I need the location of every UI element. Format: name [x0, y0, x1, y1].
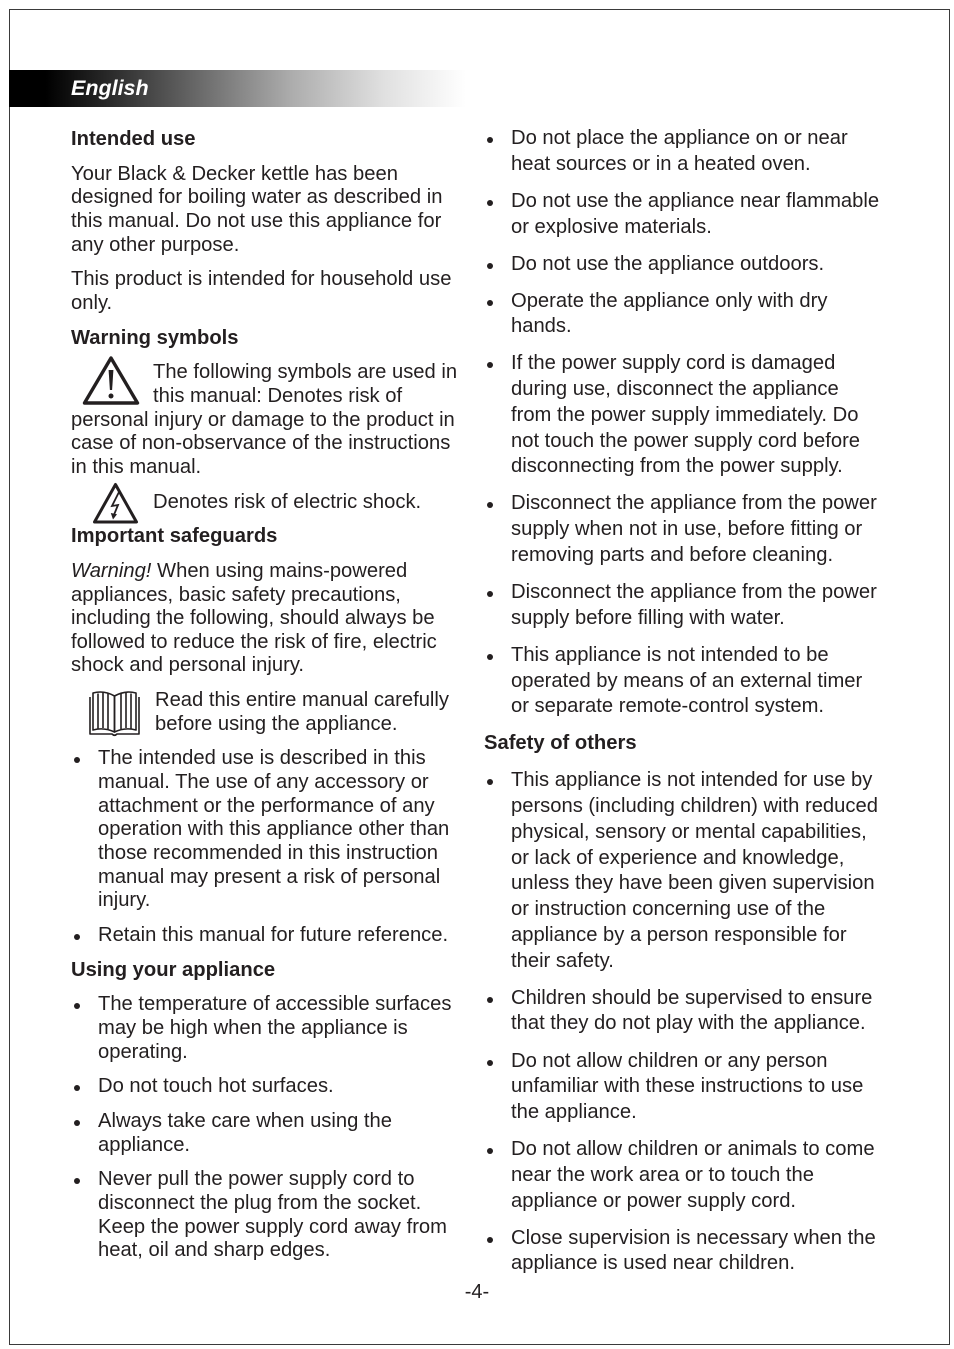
bullet-text: Operate the appliance only with dry hands.	[511, 289, 828, 338]
electric-shock-icon	[92, 482, 139, 525]
language-bar	[9, 70, 466, 107]
read-manual-row	[71, 689, 471, 736]
household-use-paragraph: This product is intended for household use only.	[71, 268, 452, 314]
electric-shock-text: Denotes risk of electric shock.	[153, 490, 422, 513]
bullet-icon	[487, 1148, 493, 1154]
bullet-item	[71, 1168, 471, 1263]
bullet-item	[71, 924, 471, 948]
language-label: English	[71, 76, 149, 100]
bullet-text: This appliance is not intended for use by persons (including children) with reduced physical, sensory or mental capabilities, or lack of experience and knowledge, unless they have been given supervision or instruction concerning use of the appliance by a person responsible for their safety.	[511, 769, 878, 972]
section-heading-intended-use: Intended use	[71, 128, 196, 150]
bullet-item	[71, 747, 471, 913]
section-heading-using-your-appliance: Using your appliance	[71, 958, 276, 981]
bullet-item	[484, 189, 904, 241]
bullet-icon	[487, 137, 493, 143]
bullet-text: Children should be supervised to ensure that they do not play with the appliance.	[511, 986, 873, 1035]
warning-triangle-icon	[82, 355, 140, 406]
page-number: -4-	[464, 1281, 490, 1303]
bullet-text: Do not use the appliance near flammable or explosive materials.	[511, 189, 880, 238]
warning-label: Warning!	[71, 559, 152, 582]
bullet-text: Never pull the power supply cord to disconnect the plug from the socket. Keep the power supply cord away from heat, oil and sharp edges.	[98, 1168, 447, 1262]
bullet-text: The intended use is described in this manual. The use of any accessory or attachment or the performance of any operation with this appliance other than those recommended in this instruction manual may present a risk of personal injury.	[98, 747, 450, 912]
left-column	[71, 128, 471, 1274]
bullet-item	[484, 643, 904, 720]
bullet-text: This appliance is not intended to be operated by means of an external timer or separate remote-control system.	[511, 643, 863, 718]
bullet-text: Do not allow children or animals to come near the work area or to touch the appliance or power supply cord.	[511, 1138, 875, 1212]
bullet-text: The temperature of accessible surfaces may be high when the appliance is operating.	[98, 993, 452, 1063]
bullet-icon	[487, 200, 493, 206]
bullet-icon	[487, 779, 493, 785]
bullet-icon	[74, 1085, 80, 1091]
bullet-text: Do not touch hot surfaces.	[98, 1075, 334, 1098]
bullet-item	[484, 768, 904, 974]
bullet-item	[484, 1226, 904, 1278]
bullet-icon	[487, 654, 493, 660]
bullet-text: Close supervision is necessary when the appliance is used near children.	[511, 1226, 876, 1275]
bullet-item	[71, 1075, 471, 1099]
bullet-item	[484, 1049, 904, 1126]
bullet-text: Disconnect the appliance from the power supply before filling with water.	[511, 581, 877, 629]
section-heading-important-safeguards: Important safeguards	[71, 525, 278, 548]
bullet-icon	[487, 362, 493, 368]
bullet-icon	[487, 263, 493, 269]
bullet-item	[484, 491, 904, 568]
bullet-item	[484, 1137, 904, 1214]
safeguards-warning-text: When using mains-powered appliances, basic safety precautions, including the following, should always be followed to reduce the risk of fire, electric shock and personal injury.	[71, 559, 437, 677]
bullet-item	[484, 351, 904, 480]
warning-symbol-row	[71, 361, 471, 479]
bullet-icon	[74, 757, 80, 763]
read-manual-text: Read this entire manual carefully before using the appliance.	[155, 689, 449, 735]
bullet-text: Always take care when using the appliance.	[98, 1109, 393, 1156]
bullet-item	[71, 993, 471, 1064]
bullet-item	[71, 1110, 471, 1157]
bullet-item	[484, 580, 904, 632]
intended-use-paragraph: Your Black & Decker kettle has been designed for boiling water as described in this manual. Do not use this appliance for any other purpose.	[71, 162, 443, 256]
bullet-icon	[74, 1120, 80, 1126]
bullet-text: Do not allow children or any person unfamiliar with these instructions to use the appliance.	[511, 1049, 864, 1124]
bullet-item	[484, 252, 904, 278]
bullet-icon	[74, 934, 80, 940]
bullet-icon	[74, 1178, 80, 1184]
electric-shock-row	[71, 491, 471, 515]
bullet-text: Retain this manual for future reference.	[98, 924, 449, 947]
safeguards-warning-paragraph	[71, 560, 471, 678]
bullet-icon	[487, 1237, 493, 1243]
book-icon	[88, 688, 141, 738]
bullet-item	[484, 986, 904, 1038]
bullet-icon	[487, 997, 493, 1003]
bullet-icon	[487, 591, 493, 597]
bullet-text: Disconnect the appliance from the power supply when not in use, before fitting or removing parts and before cleaning.	[511, 492, 877, 566]
bullet-icon	[74, 1003, 80, 1009]
bullet-text: Do not use the appliance outdoors.	[511, 252, 825, 275]
bullet-text: If the power supply cord is damaged during use, disconnect the appliance from the power supply immediately. Do not touch the power supply cord before disconnecting from the power supply.	[511, 352, 861, 478]
bullet-icon	[487, 300, 493, 306]
bullet-text: Do not place the appliance on or near heat sources or in a heated oven.	[511, 127, 848, 175]
section-heading-safety-of-others: Safety of others	[484, 732, 637, 755]
bullet-icon	[487, 1060, 493, 1066]
bullet-icon	[487, 502, 493, 508]
section-heading-warning-symbols: Warning symbols	[71, 326, 239, 349]
bullet-item	[484, 289, 904, 341]
bullet-item	[484, 126, 904, 178]
right-column	[484, 126, 904, 1288]
warning-symbol-text: The following symbols are used in this manual: Denotes risk of personal injury or damage to the product in case of non-observance of the instructions in this manual.	[71, 361, 458, 478]
